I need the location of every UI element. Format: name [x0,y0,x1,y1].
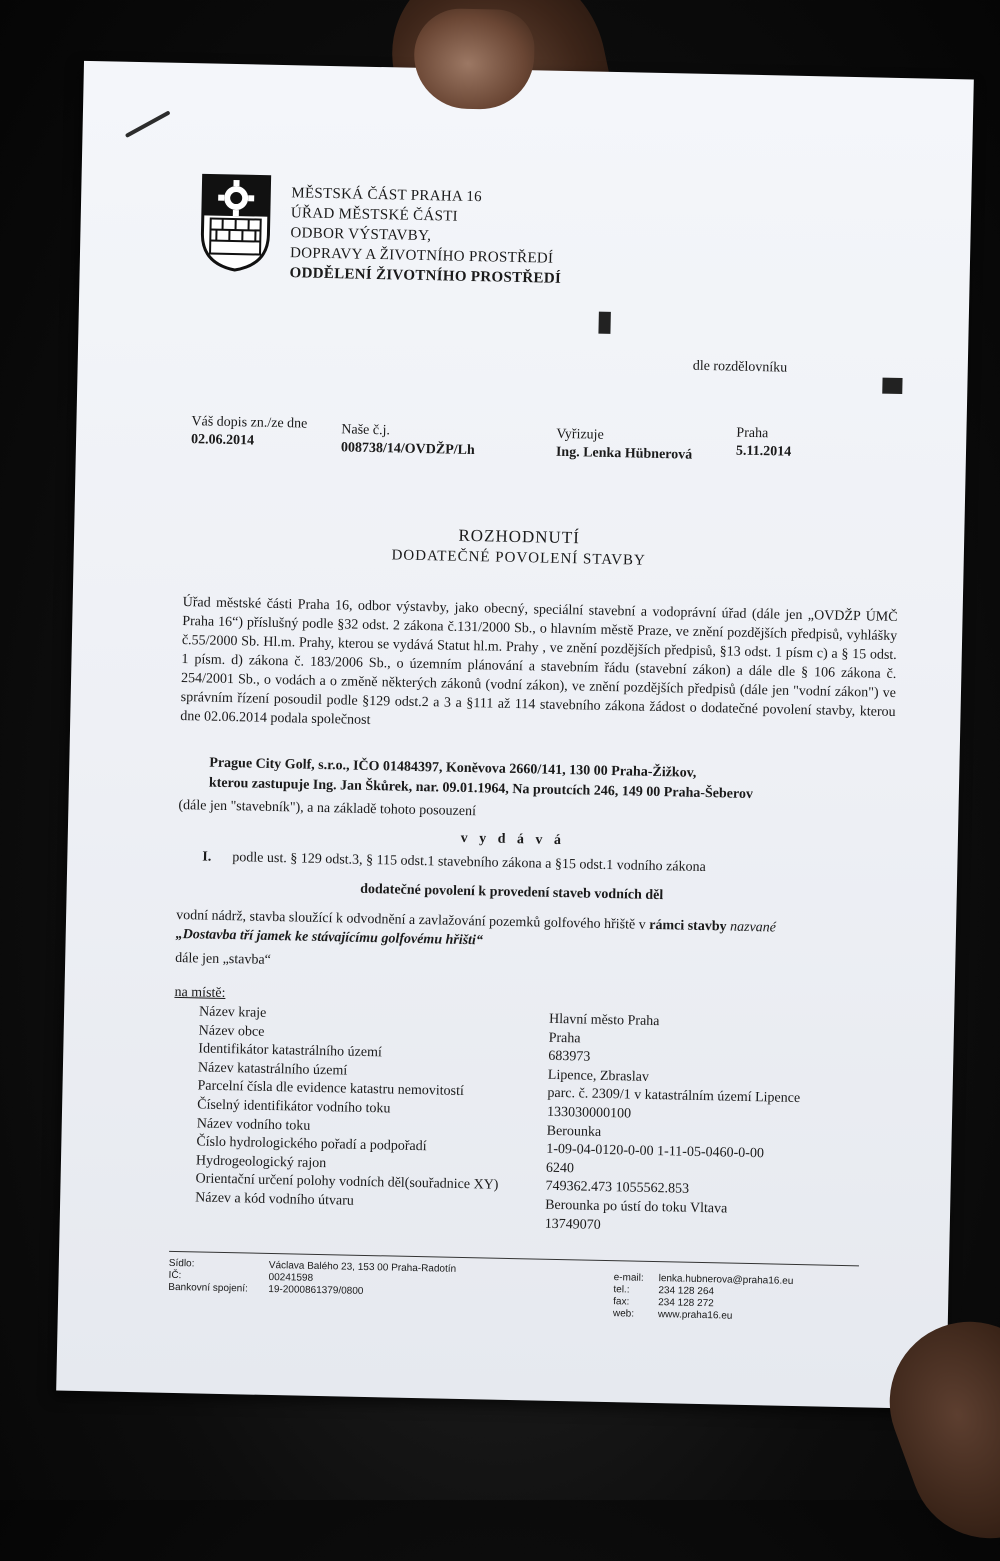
location-value: 13749070 [545,1215,798,1239]
location-label: Hydrogeologický rajon [196,1152,499,1177]
construction-desc-bold: rámci stavby [649,918,727,935]
coat-of-arms-icon [200,173,272,272]
location-values [545,1011,802,1239]
footer-label: IČ: [168,1270,248,1284]
redaction-mark [598,312,610,334]
footer-left-values [268,1260,456,1300]
location-value: 683973 [548,1048,801,1072]
stavba-note: dále jen „stavba“ [175,951,271,969]
ref-value: Ing. Lenka Hübnerová [556,444,693,465]
redaction-mark [882,378,902,394]
point-number: I. [202,849,211,865]
point-text: podle ust. § 129 odst.3, § 115 odst.1 stavebního zákona a §15 odst.1 vodního zákona [232,850,706,876]
ref-your-letter [191,413,308,451]
location-value: Berounka po ústí do toku Vltava [545,1197,798,1221]
construction-desc-text: vodní nádrž, stavba sloužící k odvodnění a zavlažování pozemků golfového hřiště v [176,908,646,933]
office-header [289,183,563,289]
location-label: Orientační určení polohy vodních děl(souřadnice XY) [195,1171,498,1196]
office-line: DOPRAVY A ŽIVOTNÍHO PROSTŘEDÍ [290,243,562,269]
holding-thumb-overlap [413,8,535,110]
footer-right-values [658,1273,794,1324]
footer-value: 19-2000861379/0800 [268,1284,456,1300]
footer-value: 00241598 [268,1272,456,1288]
location-value: Lipence, Zbraslav [548,1067,801,1091]
location-label: Číselný identifikátor vodního toku [197,1096,500,1121]
location-value: parc. č. 2309/1 v katastrálním území Lipence [547,1085,800,1109]
staple [125,110,171,138]
ref-label: Naše č.j. [341,421,475,442]
document-page [56,61,974,1409]
footer-value: Václava Balého 23, 153 00 Praha-Radotín [269,1260,457,1276]
location-labels [195,1003,502,1214]
ref-value: 5.11.2014 [736,443,792,462]
location-label: Název kraje [199,1003,502,1028]
ref-our [341,421,476,460]
location-value: Praha [548,1029,801,1053]
distribution-note: dle rozdělovníku [693,359,788,377]
location-value: 6240 [546,1159,799,1183]
page-title: ROZHODNUTÍ [74,518,964,557]
location-label: Název a kód vodního útvaru [195,1189,498,1214]
footer-email: lenka.hubnerova@praha16.eu [659,1273,794,1288]
location-value: Hlavní město Praha [549,1011,802,1035]
office-line: ÚŘAD MĚSTSKÉ ČÁSTI [291,203,563,229]
permit-heading: dodatečné povolení k provedení staveb vodních děl [67,876,957,911]
footer-label: e-mail: [614,1272,644,1285]
builder-note: (dále jen "stavebník"), a na základě tohoto posouzení [178,798,476,820]
ref-label: Váš dopis zn./ze dne [191,413,307,433]
location-value: 1-09-04-0120-0-00 1-11-05-0460-0-00 [546,1141,799,1165]
location-label: Parcelní čísla dle evidence katastru nemovitostí [197,1078,500,1103]
office-line: MĚSTSKÁ ČÁST PRAHA 16 [291,183,563,209]
footer-label: Sídlo: [169,1258,249,1272]
footer-left-labels [168,1258,248,1296]
footer-fax: 234 128 272 [658,1297,793,1312]
body-paragraph: Úřad městské části Praha 16, odbor výstavby, jako obecný, speciální stavební a vodoprávní úřad (dále jen „OVDŽP ÚMČ Praha 16“) příslušný podle §32 odst. 2 zákona č.131/2000 Sb., o hlavním městě Praze, ve znění pozdějších předpisů, vyhlášky č.55/2000 Sb. Hl.m. Prahy, kterou se vydává Statut hl.m. Prahy , ve znění pozdějších předpisů, §13 odst. 1 písm c) a § 15 odst. 1 písm. d) zákona č. 183/2006 Sb., o územním plánování a stavebním řádu (stavební zákon) a dále dle § 106 zákona č. 254/2001 Sb., o vodách a o změně některých zákonů (vodní zákon), ve znění pozdějších předpisů (dále jen "vodní zákon") ve správním řízení posoudil podle §129 odst.2 a 3 a §111 až 114 stavebního zákona žádost o dodatečné povolení stavby, kterou dne 02.06.2014 podala společnost [180,593,898,741]
page-subtitle: DODATEČNÉ POVOLENÍ STAVBY [74,541,964,577]
location-label: Název katastrálního území [198,1059,501,1084]
ref-value: 008738/14/OVDŽP/Lh [341,439,475,460]
footer-tel: 234 128 264 [658,1285,793,1300]
footer-label: fax: [613,1296,643,1309]
ref-label: Praha [736,425,792,444]
location-heading: na místě: [174,985,225,1002]
footer-label: web: [613,1308,643,1321]
location-value: 749362.473 1055562.853 [545,1178,798,1202]
construction-desc-italic: nazvané [730,920,776,936]
applicant-line: kterou zastupuje Ing. Jan Škůrek, nar. 09.01.1964, Na proutcích 246, 149 00 Praha-Šeberov [209,774,909,809]
ref-label: Vyřizuje [556,426,693,447]
issues-heading: v y d á v á [68,823,958,858]
ref-handled [556,426,693,465]
location-label: Identifikátor katastrálního území [198,1041,501,1066]
footer-label: Bankovní spojení: [168,1282,248,1296]
location-label: Číslo hydrologického pořadí a podpořadí [196,1134,499,1159]
footer-web: www.praha16.eu [658,1309,793,1324]
applicant-line: Prague City Golf, s.r.o., IČO 01484397, Koněvova 2660/141, 130 00 Praha-Žižkov, [209,754,909,789]
location-value: Berounka [547,1122,800,1146]
office-line: ODDĚLENÍ ŽIVOTNÍHO PROSTŘEDÍ [289,263,561,289]
construction-name: „Dostavba tří jamek ke stávajícímu golfovému hřišti“ [176,927,483,949]
location-label: Název obce [199,1022,502,1047]
footer-right-labels [613,1272,644,1321]
ref-place-date [736,425,792,462]
ref-value: 02.06.2014 [191,431,307,451]
office-line: ODBOR VÝSTAVBY, [290,223,562,249]
location-value: 133030000100 [547,1104,800,1128]
footer-label: tel.: [613,1284,643,1297]
location-label: Název vodního toku [197,1115,500,1140]
